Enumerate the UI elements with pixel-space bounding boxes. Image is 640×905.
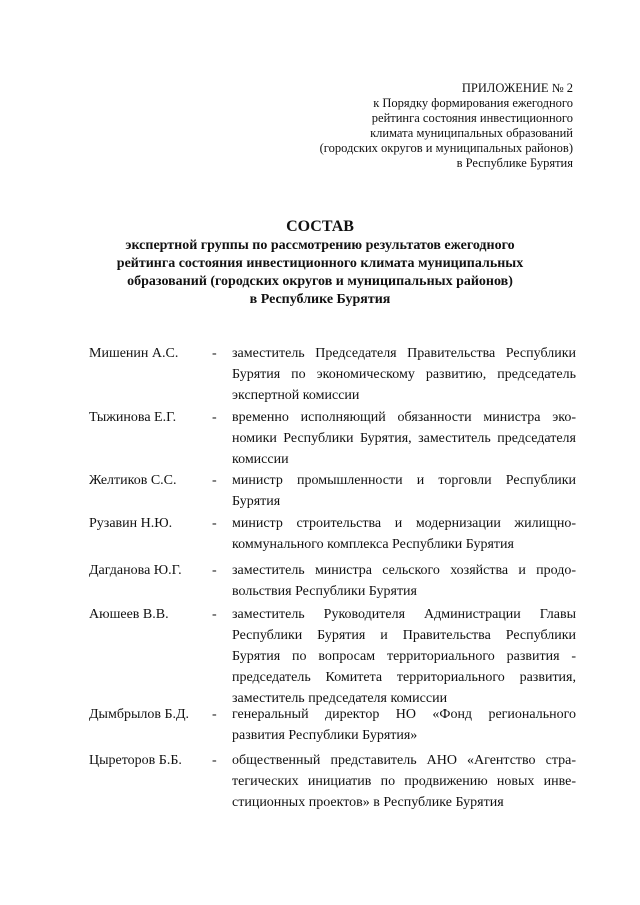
member-dash: -: [212, 563, 217, 578]
member-role: заместитель Руководителя Администрации Главы Республики Бурятия и Правительства Республики Бурятия по вопросам территориального развития - председатель Комитета территориального развития, заместитель председателя комиссии: [232, 607, 576, 706]
document-heading: [60, 218, 580, 309]
member-name: Тыжинова Е.Г.: [89, 410, 177, 425]
member-role: заместитель министра сельского хозяйства и продовольствия Республики Бурятия: [232, 563, 576, 599]
member-dash: -: [212, 410, 217, 425]
member-dash: -: [212, 707, 217, 722]
member-dash: -: [212, 516, 217, 531]
appendix-line: (городских округов и муниципальных районов): [319, 141, 573, 155]
heading-line: экспертной группы по рассмотрению результатов ежегодного: [125, 238, 515, 253]
member-role: временно исполняющий обязанности министра экономики Республики Бурятия, заместитель председателя комиссии: [232, 410, 576, 467]
heading-line: образований (городских округов и муниципальных районов): [127, 274, 513, 289]
member-dash: -: [212, 473, 217, 488]
member-role: заместитель Председателя Правительства Республики Бурятия по экономическому развитию, председатель экспертной комиссии: [232, 346, 576, 403]
appendix-line: климата муниципальных образований: [370, 126, 573, 140]
appendix-note: [320, 81, 573, 171]
member-role: министр промышленности и торговли Республики Бурятия: [232, 473, 576, 509]
heading-line: в Республике Бурятия: [249, 292, 391, 307]
member-dash: -: [212, 753, 217, 768]
appendix-line: в Республике Бурятия: [456, 156, 573, 170]
member-role: министр строительства и модернизации жилищно-коммунального комплекса Республики Бурятия: [232, 516, 576, 552]
member-dash: -: [212, 607, 217, 622]
member-name: Мишенин А.С.: [89, 346, 179, 361]
member-name: Аюшеев В.В.: [89, 607, 169, 622]
heading-line: рейтинга состояния инвестиционного климата муниципальных: [116, 256, 524, 271]
member-role: генеральный директор НО «Фонд регионального развития Республики Бурятия»: [232, 707, 576, 743]
appendix-line: рейтинга состояния инвестиционного: [371, 111, 573, 125]
member-name: Цыреторов Б.Б.: [89, 753, 182, 768]
appendix-line: к Порядку формирования ежегодного: [373, 96, 573, 110]
appendix-line: ПРИЛОЖЕНИЕ № 2: [461, 81, 573, 95]
member-name: Дымбрылов Б.Д.: [89, 707, 190, 722]
member-name: Дагданова Ю.Г.: [89, 563, 182, 578]
member-role: общественный представитель АНО «Агентство стратегических инициатив по продвижению новых инвестиционных проектов» в Республике Бурятия: [232, 753, 576, 810]
member-dash: -: [212, 346, 217, 361]
member-name: Желтиков С.С.: [89, 473, 177, 488]
member-name: Рузавин Н.Ю.: [89, 516, 173, 531]
document-title: СОСТАВ: [286, 218, 354, 235]
